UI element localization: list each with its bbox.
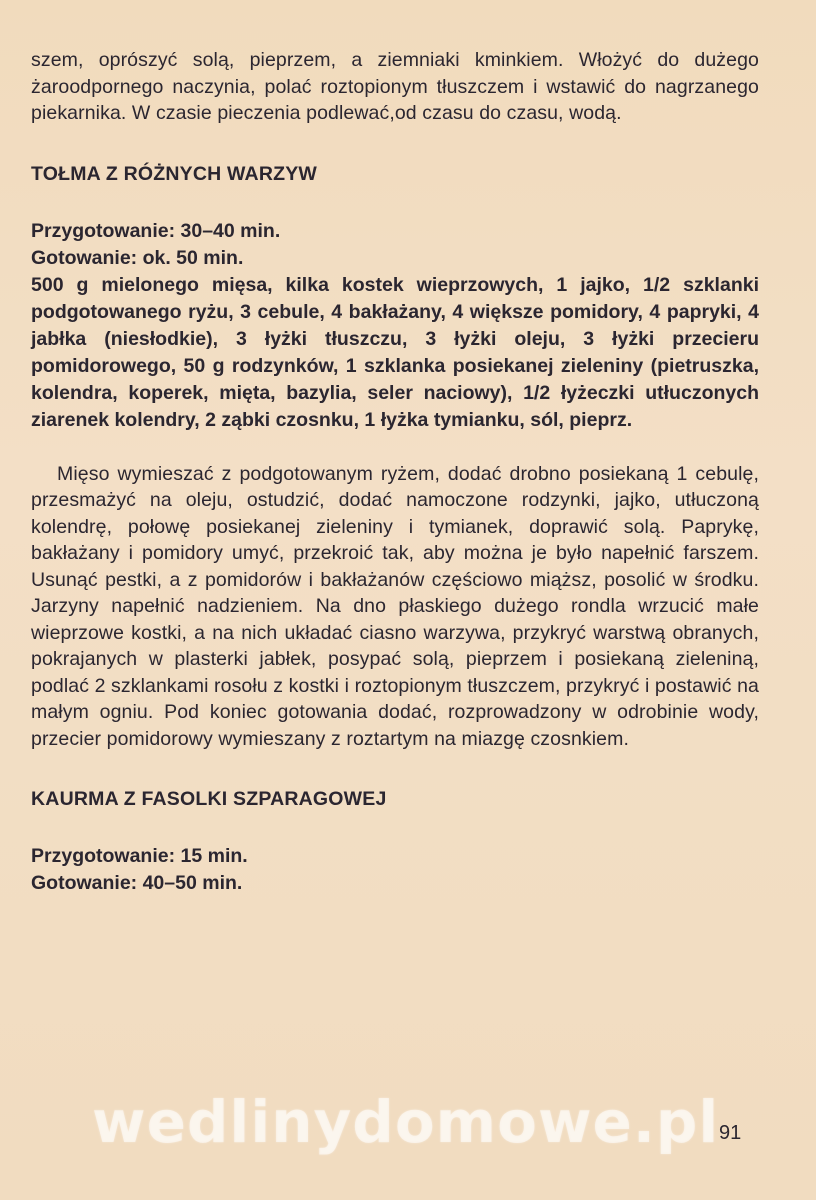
page-number: 91 — [719, 1122, 742, 1144]
recipe-title-kaurma: KAURMA Z FASOLKI SZPARAGOWEJ — [31, 788, 387, 810]
prep-time-kaurma: Przygotowanie: 15 min. — [31, 845, 248, 867]
intro-paragraph: szem, oprószyć solą, pieprzem, a ziemniaki kminkiem. Włożyć do dużego żaroodpornego naczynia, polać roztopionym tłuszczem i wstawić do nagrzanego piekarnika. W czasie pieczenia podlewać,od czasu do czasu, wodą. — [31, 49, 759, 124]
watermark: wedlinydomowe.pl — [92, 1088, 720, 1156]
method-tolma: Mięso wymieszać z podgotowanym ryżem, dodać drobno posiekaną 1 cebulę, przesmażyć na oleju, ostudzić, dodać namoczone rodzynki, jajko, utłuczoną kolendrę, połowę posiekanej zieleniny i tymianek, doprawić solą. Paprykę, bakłażany i pomidory umyć, przekroić tak, aby można je było napełnić farszem. Usunąć pestki, a z pomidorów i bakłażanów częściowo miąższ, posolić w środku. Jarzyny napełnić nadzieniem. Na dno płaskiego dużego rondla wrzucić małe wieprzowe kostki, a na nich układać ciasno warzywa, przykryć warstwą obranych, pokrajanych w plasterki jabłek, posypać solą, pieprzem i posiekaną zieleniną, podlać 2 szklankami rosołu z kostki i roztopionym tłuszczem, przykryć i postawić na małym ogniu. Pod koniec gotowania dodać, rozprowadzony w odrobinie wody, przecier pomidorowy wymieszany z roztartym na miazgę czosnkiem. — [31, 462, 759, 750]
page-content — [31, 47, 759, 897]
cook-time-tolma: Gotowanie: ok. 50 min. — [31, 246, 244, 269]
recipe-title-tolma: TOŁMA Z RÓŻNYCH WARZYW — [31, 162, 318, 185]
prep-time-tolma: Przygotowanie: 30–40 min. — [31, 219, 281, 242]
cook-time-kaurma: Gotowanie: 40–50 min. — [31, 872, 243, 894]
ingredients-tolma: 500 g mielonego mięsa, kilka kostek wieprzowych, 1 jajko, 1/2 szklanki podgotowanego ryżu, 3 cebule, 4 bakłażany, 4 większe pomidory, 4 papryki, 4 jabłka (niesłodkie), 3 łyżki tłuszczu, 3 łyżki oleju, 3 łyżki przecieru pomidorowego, 50 g rodzynków, 1 szklanka posiekanej zieleniny (pietruszka, kolendra, koperek, mięta, bazylia, seler naciowy), 1/2 łyżeczki utłuczonych ziarenek kolendry, 2 ząbki czosnku, 1 łyżka tymianku, sól, pieprz. — [31, 273, 759, 431]
